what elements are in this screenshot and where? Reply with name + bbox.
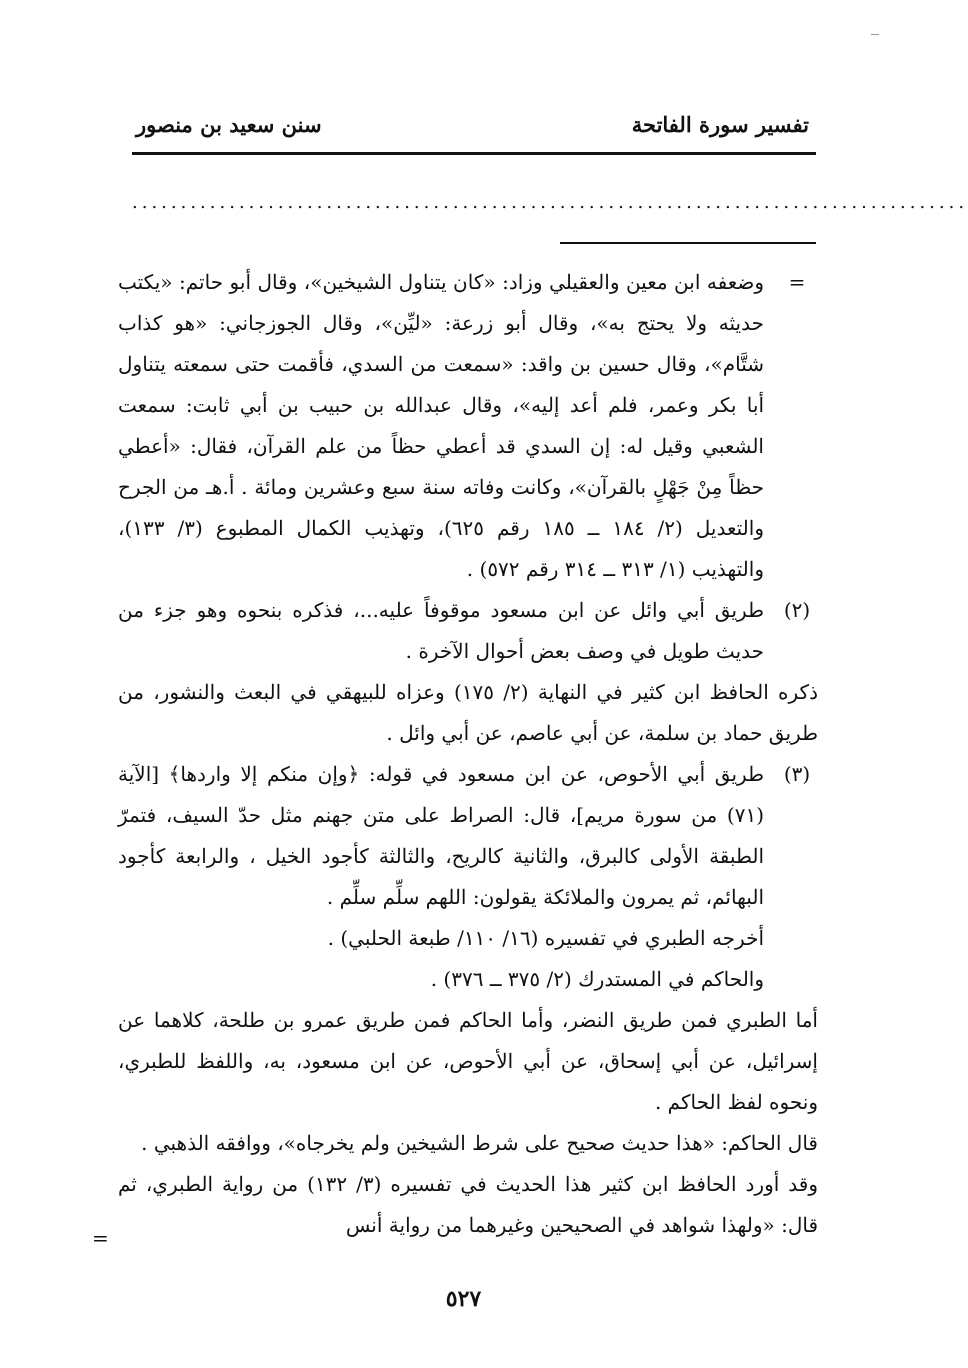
footnote-text: طريق أبي وائل عن ابن مسعود موقوفاً عليه...، فذكره بنحوه وهو جزء من حديث طويل في وصف بعض أحوال الآخرة . — [118, 598, 764, 663]
page-number: ٥٢٧ — [445, 1286, 482, 1312]
footnote-text: طريق أبي الأحوص، عن ابن مسعود في قوله: ﴿وإن منكم إلا واردها﴾ [الآية (٧١) من سورة مريم]، قال: الصراط على متن جهنم مثل حدّ السيف، فتمرّ الطبقة الأولى كالبرق، والثانية كالريح، والثالثة كأجود الخيل ، والرابعة كأجود البهائم، ثم يمرون والملائكة يقولون: اللهم سلِّم سلِّم . — [118, 762, 764, 909]
footnote-paragraph: والحاكم في المستدرك (٢/ ٣٧٥ ــ ٣٧٦) . — [430, 967, 764, 991]
footnote-2 — [118, 590, 818, 672]
footnote-paragraph: وقد أورد الحافظ ابن كثير هذا الحديث في تفسيره (٣/ ١٣٢) من رواية الطبري، ثم قال: «ولهذا شواهد في الصحيحين وغيرهما من رواية أنس — [118, 1172, 818, 1237]
footnote-separator — [560, 242, 816, 244]
running-header-surah-title: تفسير سورة الفاتحة — [631, 112, 809, 137]
footnote-paragraph: ذكره الحافظ ابن كثير في النهاية (٢/ ١٧٥) وعزاه للبيهقي في البعث والنشور، من طريق حماد بن سلمة، عن أبي عاصم، عن أبي وائل . — [118, 680, 818, 745]
footnotes-block — [118, 262, 818, 1246]
scan-mark — [871, 34, 879, 35]
footnote-marker: (٢) — [783, 598, 811, 622]
footnote-marker: = — [788, 270, 806, 294]
footnote-paragraph: قال الحاكم: «هذا حديث صحيح على شرط الشيخين ولم يخرجاه»، ووافقه الذهبي . — [141, 1131, 818, 1155]
running-header-book-title: سنن سعيد بن منصور — [136, 112, 322, 137]
footnote-paragraph: أخرجه الطبري في تفسيره (١٦/ ١١٠/ طبعة الحلبي) . — [327, 926, 764, 950]
continuation-mark: = — [92, 1226, 109, 1250]
footnote-text: وضعفه ابن معين والعقيلي وزاد: «كان يتناول الشيخين»، وقال أبو حاتم: «يكتب حديثه ولا يحتج به»، وقال أبو زرعة: «ليِّن»، وقال الجوزجاني: «هو كذاب شتَّام»، وقال حسين بن واقد: «سمعت من السدي، فأقمت حتى سمعته يتناول أبا بكر وعمر، فلم أعد إليه»، وقال عبدالله بن حبيب بن أبي ثابت: سمعت الشعبي وقيل له: إن السدي قد أعطي حظاً من علم القرآن، فقال: «أعطي حظاً مِنْ جَهْلٍ بالقرآن»، وكانت وفاته سنة سبع وعشرين ومائة . أ.هـ من الجرح والتعديل (٢/ ١٨٤ ــ ١٨٥ رقم ٦٢٥)، وتهذيب الكمال المطبوع (٣/ ١٣٣)، والتهذيب (١/ ٣١٣ ــ ٣١٤ رقم ٥٧٢) . — [118, 270, 765, 581]
footnote-3 — [118, 754, 818, 918]
footnote-continued — [118, 262, 818, 590]
footnote-marker: (٣) — [783, 762, 811, 786]
header-rule — [132, 152, 816, 155]
footnote-paragraph: أما الطبري فمن طريق النضر، وأما الحاكم فمن طريق عمرو بن طلحة، كلاهما عن إسرائيل، عن أبي إسحاق، عن أبي الأحوص، عن ابن مسعود، به، واللفظ للطبري، ونحوه لفظ الحاكم . — [118, 1008, 818, 1114]
main-text-dots: ...................................................................................... — [132, 192, 968, 213]
